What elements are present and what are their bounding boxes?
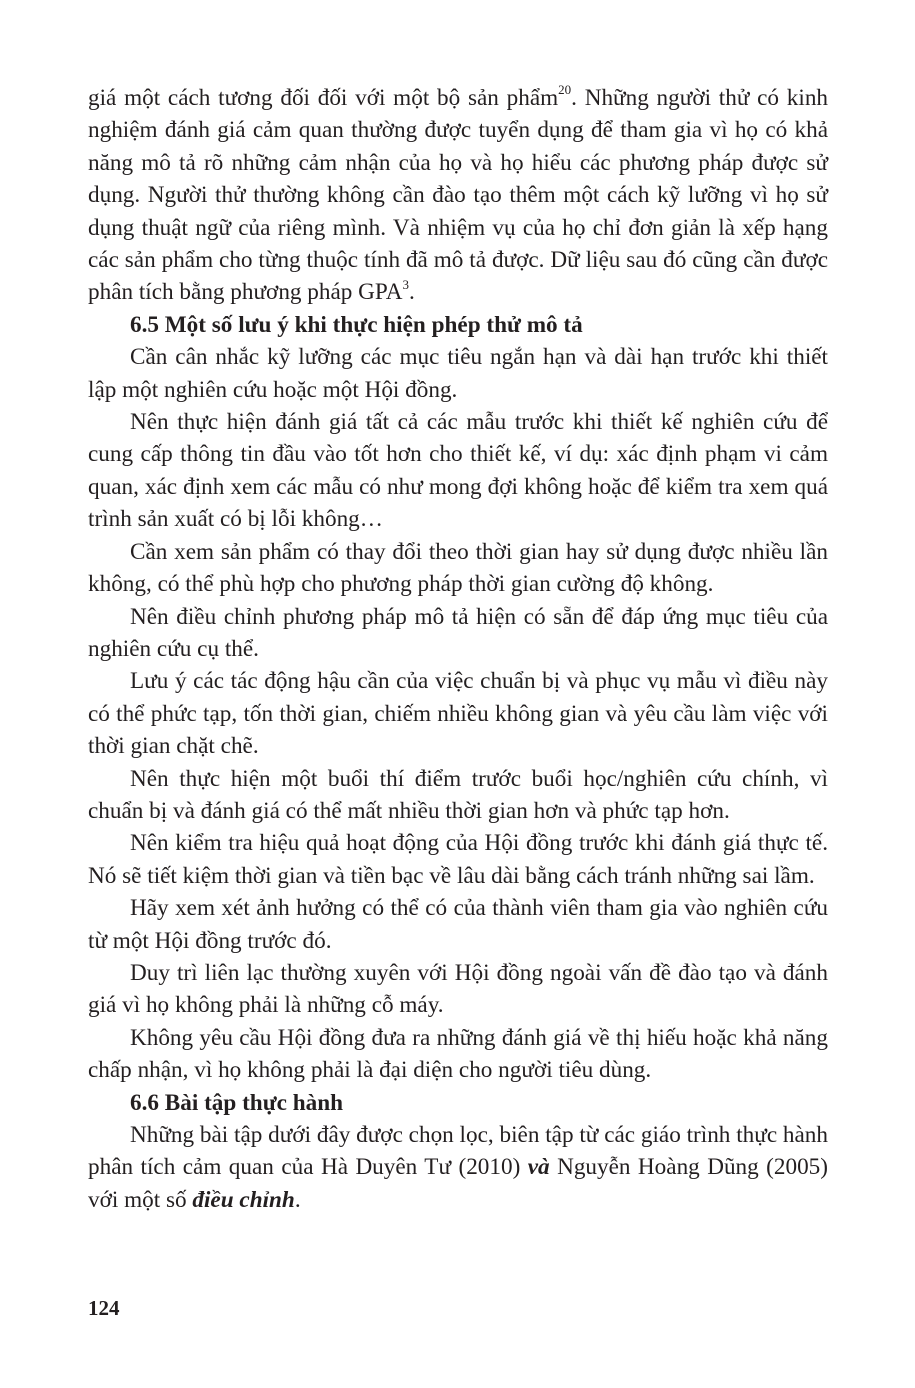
intro-paragraph [88, 82, 828, 309]
emphasis-and: và [527, 1154, 550, 1181]
emphasis-adjustment: điều chỉnh [192, 1186, 295, 1213]
footnote-ref-3[interactable]: 3 [402, 276, 409, 292]
section-6-5-paragraph: Không yêu cầu Hội đồng đưa ra những đánh giá về thị hiếu hoặc khả năng chấp nhận, vì họ không phải là đại diện cho người tiêu dùng. [88, 1024, 828, 1084]
section-6-5-paragraph: Nên thực hiện một buổi thí điểm trước buổi học/nghiên cứu chính, vì chuẩn bị và đánh giá có thể mất nhiều thời gian hơn và phức tạp hơn. [88, 765, 828, 824]
section-6-6-text-1: Những bài tập dưới đây được chọn lọc, biên tập từ các giáo trình thực hành phân tích cảm quan của Hà Duyên Tư (2010) [88, 1122, 828, 1181]
intro-text-1: giá một cách tương đối đối với một bộ sản phẩm [88, 85, 559, 111]
section-6-5-paragraph: Duy trì liên lạc thường xuyên với Hội đồng ngoài vấn đề đào tạo và đánh giá vì họ không phải là những cỗ máy. [88, 959, 828, 1019]
section-6-5-paragraph: Nên thực hiện đánh giá tất cả các mẫu trước khi thiết kế nghiên cứu để cung cấp thông tin đầu vào tốt hơn cho thiết kế, ví dụ: xác định phạm vi cảm quan, xác định xem các mẫu có như mong đợi không hoặc để kiểm tra xem quá trình sản xuất có bị lỗi không… [88, 409, 828, 533]
section-6-5-paragraph: Nên kiểm tra hiệu quả hoạt động của Hội đồng trước khi đánh giá thực tế. Nó sẽ tiết kiệm thời gian và tiền bạc về lâu dài bằng cách tránh những sai lầm. [88, 830, 828, 889]
section-6-6-text-2: Nguyễn Hoàng Dũng (2005) với một số [88, 1154, 828, 1213]
page-body [88, 82, 828, 1216]
section-6-5-heading: 6.5 Một số lưu ý khi thực hiện phép thử mô tả [130, 311, 583, 338]
section-6-6-paragraph [88, 1119, 828, 1216]
section-6-5-paragraph: Hãy xem xét ảnh hưởng có thể có của thành viên tham gia vào nghiên cứu từ một Hội đồng trước đó. [88, 895, 828, 954]
footnote-ref-20[interactable]: 20 [558, 82, 572, 98]
section-6-5-paragraph: Nên điều chỉnh phương pháp mô tả hiện có sẵn để đáp ứng mục tiêu của nghiên cứu cụ thể. [88, 603, 828, 662]
section-6-6-heading: 6.6 Bài tập thực hành [130, 1089, 343, 1116]
intro-text-2: . Những người thử có kinh nghiệm đánh giá cảm quan thường được tuyển dụng để tham gia vì họ có khả năng mô tả rõ những cảm nhận của họ và họ hiểu các phương pháp được sử dụng. Người thử thường không cần đào tạo thêm một cách kỹ lưỡng vì họ sử dụng thuật ngữ của riêng mình. Và nhiệm vụ của họ chỉ đơn giản là xếp hạng các sản phẩm cho từng thuộc tính đã mô tả được. Dữ liệu sau đó cũng cần được phân tích bằng phương pháp GPA [88, 85, 829, 306]
section-6-6-text-3: . [294, 1186, 301, 1213]
section-6-5-paragraph: Lưu ý các tác động hậu cần của việc chuẩn bị và phục vụ mẫu vì điều này có thể phức tạp, tốn thời gian, chiếm nhiều không gian và yêu cầu làm việc với thời gian chặt chẽ. [88, 668, 828, 760]
page-number: 124 [88, 1296, 120, 1320]
intro-text-3: . [408, 279, 415, 306]
section-6-5-paragraph: Cần cân nhắc kỹ lưỡng các mục tiêu ngắn hạn và dài hạn trước khi thiết lập một nghiên cứu hoặc một Hội đồng. [88, 344, 828, 403]
section-6-5-paragraph: Cần xem sản phẩm có thay đổi theo thời gian hay sử dụng được nhiều lần không, có thể phù hợp cho phương pháp thời gian cường độ không. [88, 538, 828, 598]
